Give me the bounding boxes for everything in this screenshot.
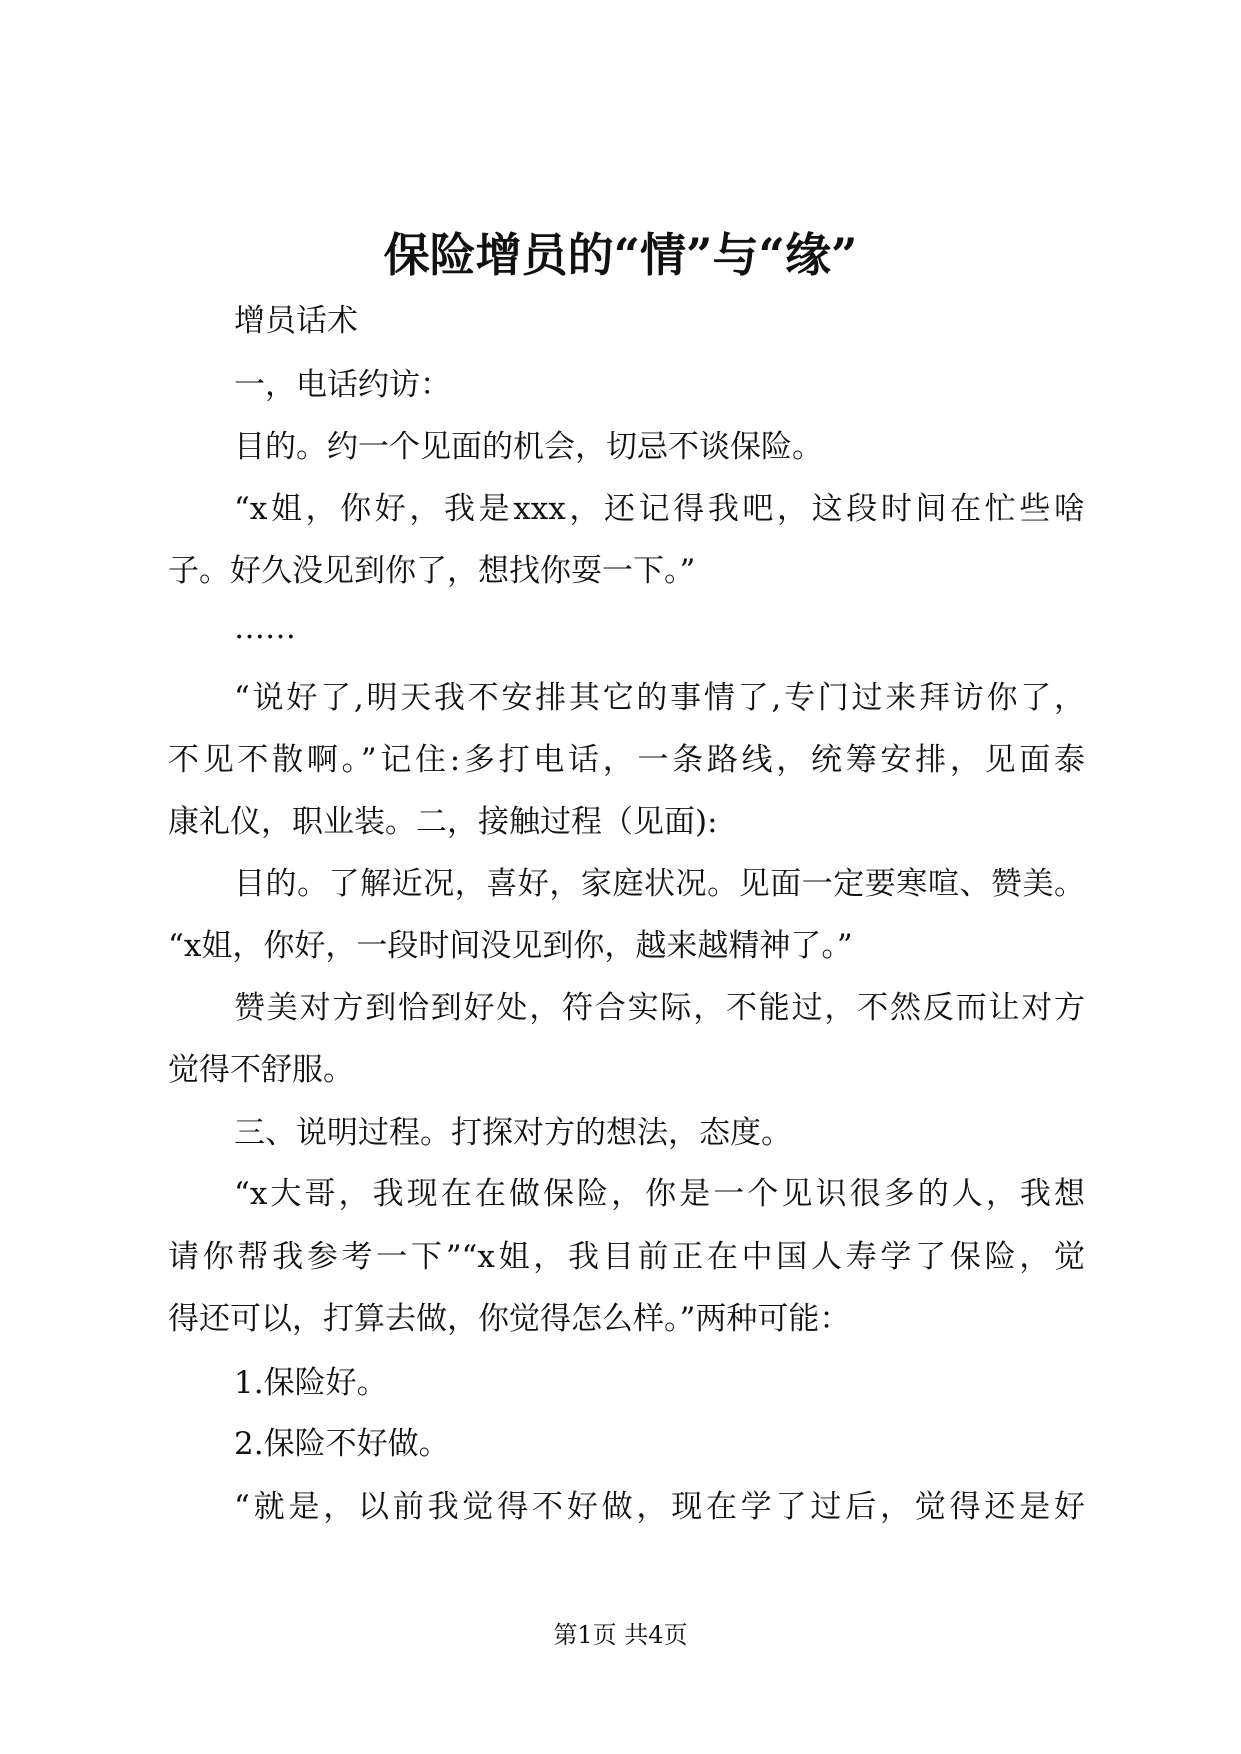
body-line: “x大哥，我现在在做保险，你是一个见识很多的人，我想 bbox=[234, 1176, 1085, 1212]
body-line: 2.保险不好做。 bbox=[234, 1426, 450, 1462]
body-line: 目的。了解近况，喜好，家庭状况。见面一定要寒喧、赞美。 bbox=[234, 866, 1085, 902]
body-line: 赞美对方到恰到好处，符合实际，不能过，不然反而让对方 bbox=[234, 990, 1085, 1026]
body-line: 觉得不舒服。 bbox=[168, 1052, 354, 1088]
document-title: 保险增员的“情”与“缘” bbox=[383, 228, 858, 282]
body-line: …… bbox=[234, 610, 296, 646]
body-line: 得还可以，打算去做，你觉得怎么样。”两种可能： bbox=[168, 1301, 851, 1337]
body-line: “x姐，你好，我是xxx，还记得我吧，这段时间在忙些啥 bbox=[234, 491, 1085, 527]
body-line: 增员话术 bbox=[234, 303, 358, 339]
body-line: “x姐，你好，一段时间没见到你，越来越精神了。” bbox=[168, 928, 853, 964]
body-line: 康礼仪，职业装。二，接触过程（见面): bbox=[168, 804, 718, 840]
body-line: 1.保险好。 bbox=[234, 1365, 388, 1401]
body-line: 不见不散啊。”记住:多打电话，一条路线，统筹安排，见面泰 bbox=[168, 742, 1085, 778]
body-line: 请你帮我参考一下”“x姐，我目前正在中国人寿学了保险，觉 bbox=[168, 1239, 1085, 1275]
body-line: 目的。约一个见面的机会，切忌不谈保险。 bbox=[234, 429, 823, 465]
body-line: “说好了,明天我不安排其它的事情了,专门过来拜访你了， bbox=[234, 680, 1085, 716]
body-line: 一，电话约访： bbox=[234, 367, 451, 403]
body-line: 子。好久没见到你了，想找你耍一下。” bbox=[168, 553, 696, 589]
body-line: “就是，以前我觉得不好做，现在学了过后，觉得还是好 bbox=[234, 1489, 1085, 1525]
page-footer: 第1页 共4页 bbox=[553, 1621, 688, 1649]
body-line: 三、说明过程。打探对方的想法，态度。 bbox=[234, 1115, 792, 1151]
